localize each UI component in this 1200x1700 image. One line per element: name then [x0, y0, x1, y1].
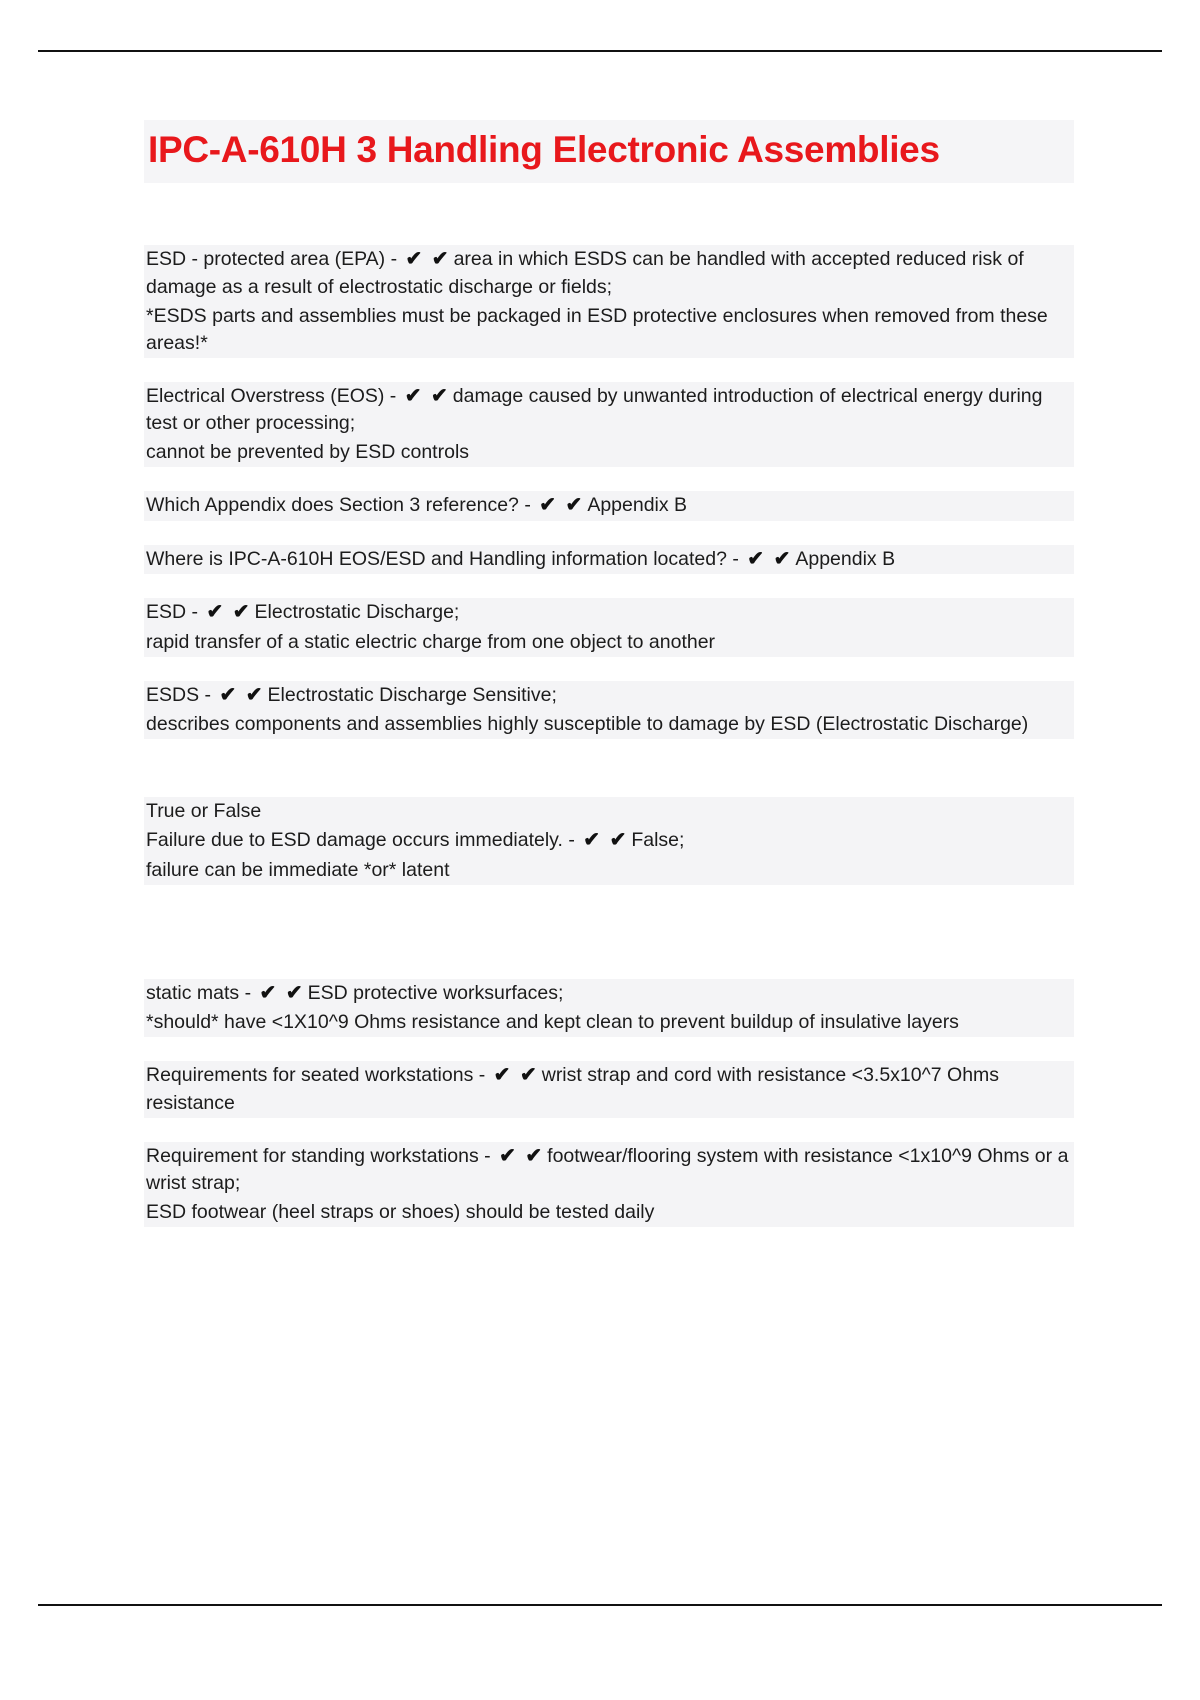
qa-list	[144, 245, 1074, 1227]
check-icon: ✔ ✔	[206, 601, 252, 624]
qa-entry-esds-definition	[144, 681, 1074, 740]
check-icon: ✔ ✔	[404, 384, 450, 407]
qa-answer: Electrostatic Discharge Sensitive;	[267, 683, 557, 706]
qa-line	[144, 979, 1074, 1009]
qa-entry-standing-workstations	[144, 1142, 1074, 1227]
qa-answer: area in which ESDS can be handled with accepted reduced risk of damage as a result of electrostatic discharge or fields;	[146, 248, 1024, 298]
qa-entry-appendix-section-3	[144, 491, 1074, 521]
qa-entry-esd-definition	[144, 598, 1074, 657]
qa-term: ESD - protected area (EPA) -	[146, 248, 403, 271]
qa-line-note: cannot be prevented by ESD controls	[144, 438, 1074, 467]
qa-term: Failure due to ESD damage occurs immediately. -	[146, 829, 581, 852]
qa-line	[144, 1142, 1074, 1199]
check-icon: ✔ ✔	[583, 829, 629, 852]
qa-answer: Appendix B	[587, 494, 688, 517]
check-icon: ✔ ✔	[499, 1144, 545, 1167]
qa-answer: damage caused by unwanted introduction of electrical energy during test or other processing;	[146, 384, 1043, 435]
qa-term: ESDS -	[146, 683, 217, 706]
qa-line-note: *ESDS parts and assemblies must be packaged in ESD protective enclosures when removed from these areas!*	[144, 302, 1074, 358]
check-icon: ✔ ✔	[405, 248, 451, 271]
check-icon: ✔ ✔	[259, 981, 305, 1004]
qa-line	[144, 545, 1074, 575]
qa-line	[144, 598, 1074, 628]
check-icon: ✔ ✔	[747, 547, 793, 570]
qa-entry-esd-protected-area	[144, 245, 1074, 357]
qa-line-note: rapid transfer of a static electric charge from one object to another	[144, 628, 1074, 657]
header-divider	[38, 50, 1162, 52]
qa-answer: Electrostatic Discharge;	[254, 601, 460, 624]
qa-term: static mats -	[146, 981, 257, 1004]
document-content	[144, 120, 1074, 1251]
qa-line	[144, 491, 1074, 521]
qa-line	[144, 826, 1074, 856]
qa-answer: Appendix B	[795, 547, 896, 570]
qa-line-note: failure can be immediate *or* latent	[144, 856, 1074, 885]
qa-answer: footwear/flooring system with resistance <1x10^9 Ohms or a wrist strap;	[146, 1144, 1069, 1195]
qa-line	[144, 1061, 1074, 1118]
qa-entry-static-mats	[144, 979, 1074, 1038]
qa-term: Which Appendix does Section 3 reference? -	[146, 494, 537, 517]
qa-line-note: *should* have <1X10^9 Ohms resistance and kept clean to prevent buildup of insulative layers	[144, 1008, 1074, 1037]
footer-divider	[38, 1604, 1162, 1606]
qa-line-note: describes components and assemblies highly susceptible to damage by ESD (Electrostatic Discharge)	[144, 710, 1074, 739]
title-block	[144, 120, 1074, 183]
spacer	[144, 909, 1074, 979]
check-icon: ✔ ✔	[493, 1064, 539, 1087]
qa-term: Requirement for standing workstations -	[146, 1144, 497, 1167]
qa-line	[144, 681, 1074, 711]
qa-line	[144, 382, 1074, 439]
spacer	[144, 763, 1074, 797]
qa-entry-eos-esd-handling-location	[144, 545, 1074, 575]
qa-line	[144, 245, 1074, 302]
qa-answer: ESD protective worksurfaces;	[307, 981, 564, 1004]
qa-answer: False;	[631, 829, 685, 852]
qa-term: Where is IPC-A-610H EOS/ESD and Handling information located? -	[146, 547, 745, 570]
qa-term: Electrical Overstress (EOS) -	[146, 384, 402, 407]
qa-line-note: ESD footwear (heel straps or shoes) should be tested daily	[144, 1198, 1074, 1227]
qa-entry-true-or-false-esd-failure	[144, 797, 1074, 884]
check-icon: ✔ ✔	[539, 494, 585, 517]
qa-term: Requirements for seated workstations -	[146, 1064, 491, 1087]
qa-entry-seated-workstations	[144, 1061, 1074, 1118]
page-title: IPC-A-610H 3 Handling Electronic Assemblies	[148, 129, 940, 170]
qa-term: ESD -	[146, 601, 204, 624]
check-icon: ✔ ✔	[219, 683, 265, 706]
qa-answer: wrist strap and cord with resistance <3.5x10^7 Ohms resistance	[146, 1064, 1000, 1114]
qa-entry-electrical-overstress	[144, 382, 1074, 467]
qa-prompt-label: True or False	[144, 797, 1074, 826]
